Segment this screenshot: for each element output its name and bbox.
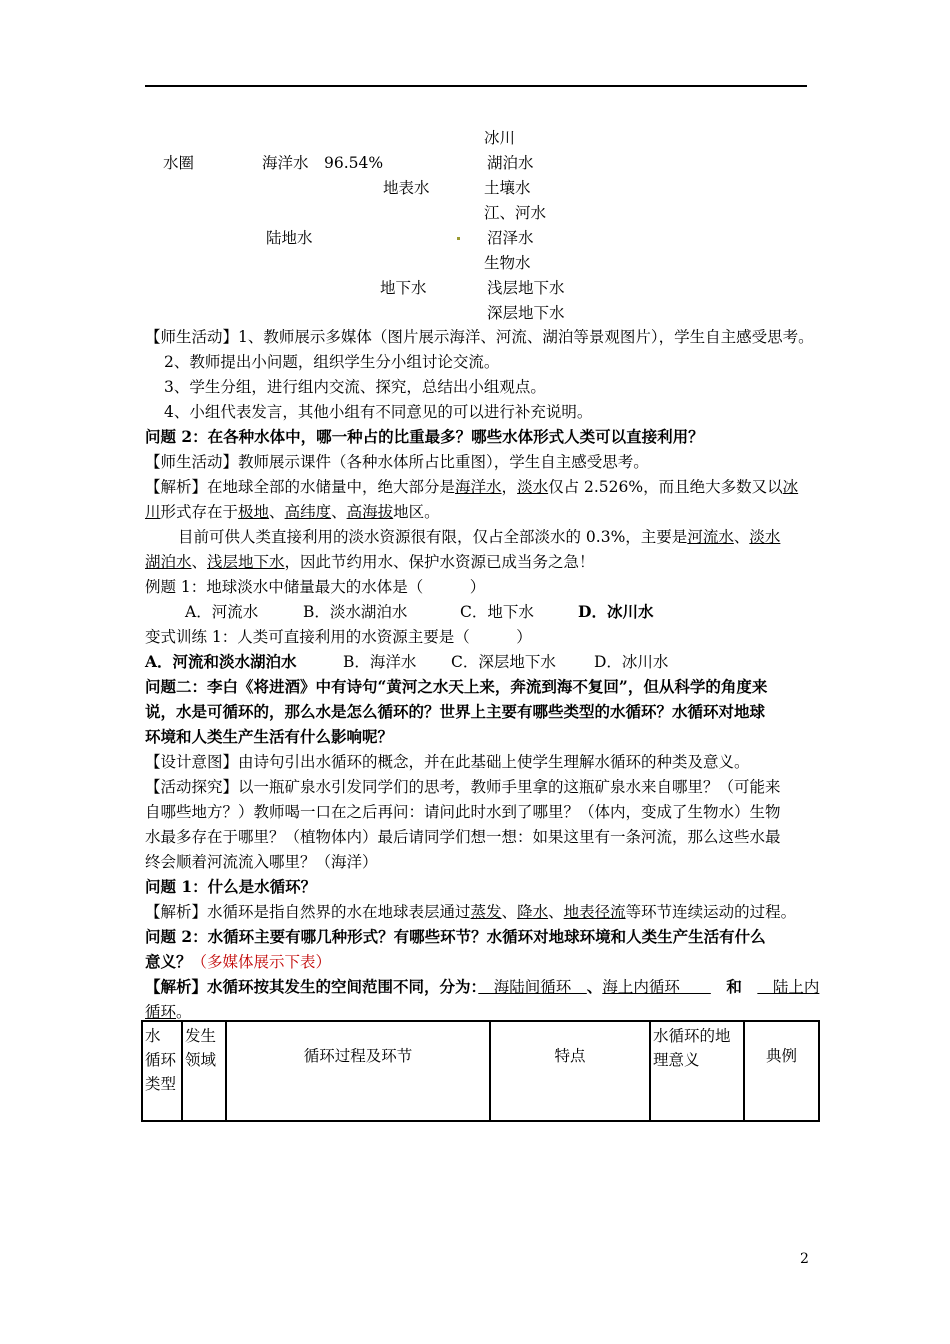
analysis1-line: 湖泊水、浅层地下水，因此节约用水、保护水资源已成当务之急！ xyxy=(145,553,595,571)
diagram-item: 湖泊水 xyxy=(487,154,534,172)
analysis1-line: 目前可供人类直接利用的淡水资源很有限，仅占全部淡水的 0.3%，主要是河流水、淡水 xyxy=(178,528,781,546)
table-header-row xyxy=(142,1021,819,1121)
example1-question: 例题 1：地球淡水中储量最大的水体是（ ） xyxy=(145,578,486,596)
option: C．地下水 xyxy=(460,603,534,621)
explore-line: 水最多存在于哪里？（植物体内）最后请同学们想一想：如果这里有一条河流，那么这些水最 xyxy=(145,828,781,846)
activity1-line: 3、学生分组，进行组内交流、探究，总结出小组观点。 xyxy=(164,378,546,396)
explore-line: 【活动探究】以一瓶矿泉水引发同学们的思考，教师手里拿的这瓶矿泉水来自哪里？（可能来 xyxy=(145,778,781,796)
problem2-line: 问题二：李白《将进酒》中有诗句“黄河之水天上来，奔流到海不复回”，但从科学的角度来 xyxy=(145,677,768,696)
table-header: 发生领域 xyxy=(182,1021,226,1121)
activity1-line: 4、小组代表发言，其他小组有不同意见的可以进行补充说明。 xyxy=(164,403,593,421)
analysis2-line: 【解析】水循环是指自然界的水在地球表层通过蒸发、降水、地表径流等环节连续运动的过程。 xyxy=(145,903,797,921)
diagram-item: 沼泽水 xyxy=(487,229,534,247)
option-answer: D．冰川水 xyxy=(578,602,654,621)
diagram-item: 冰川 xyxy=(484,129,516,147)
option: A．河流水 xyxy=(185,603,259,621)
diagram-item: 土壤水 xyxy=(484,179,531,197)
option: C．深层地下水 xyxy=(451,653,556,671)
diagram-underground: 地下水 xyxy=(380,279,427,297)
activity1-line: 【师生活动】1、教师展示多媒体（图片展示海洋、河流、湖泊等景观图片），学生自主感受思考。 xyxy=(145,328,814,346)
option: B．海洋水 xyxy=(343,653,417,671)
activity2: 【师生活动】教师展示课件（各种水体所占比重图），学生自主感受思考。 xyxy=(145,453,649,471)
explore-line: 终会顺着河流流入哪里？（海洋） xyxy=(145,853,378,871)
question-2: 问题 2：在各种水体中，哪一种占的比重最多？哪些水体形式人类可以直接利用？ xyxy=(145,427,704,446)
table-header: 循环过程及环节 xyxy=(226,1021,490,1121)
table-header: 水循环的地理意义 xyxy=(650,1021,744,1121)
water-cycle-table xyxy=(141,1020,820,1122)
table-header: 水 循环 类型 xyxy=(142,1021,182,1121)
option: B．淡水湖泊水 xyxy=(303,603,408,621)
option-answer: A．河流和淡水湖泊水 xyxy=(145,652,297,671)
activity1-line: 2、教师提出小问题，组织学生分小组讨论交流。 xyxy=(164,353,500,371)
page-number: 2 xyxy=(800,1251,809,1267)
diagram-item: 浅层地下水 xyxy=(487,279,565,297)
question-1b: 问题 1：什么是水循环？ xyxy=(145,877,317,896)
diagram-item: 江、河水 xyxy=(484,204,547,222)
analysis3-line: 【解析】水循环按其发生的空间范围不同，分为： 海陆间循环 、海上内循环 和 陆上内 xyxy=(145,977,820,996)
analysis1-line: 川形式存在于极地、高纬度、高海拔地区。 xyxy=(145,503,440,521)
diagram-surface: 地表水 xyxy=(383,179,430,197)
question-2b: 意义？（多媒体展示下表） xyxy=(145,952,332,971)
header-rule xyxy=(145,85,807,87)
diagram-item: 生物水 xyxy=(484,254,531,272)
stray-mark xyxy=(457,237,460,240)
table-header: 典例 xyxy=(744,1021,819,1121)
diagram-item: 深层地下水 xyxy=(487,304,565,322)
diagram-ocean: 海洋水 96.54% xyxy=(262,154,384,172)
problem2-line: 环境和人类生产生活有什么影响呢？ xyxy=(145,727,394,746)
variant1-question: 变式训练 1：人类可直接利用的水资源主要是（ ） xyxy=(145,628,532,646)
option: D．冰川水 xyxy=(594,653,669,671)
diagram-root: 水圈 xyxy=(163,154,195,172)
diagram-land: 陆地水 xyxy=(266,229,313,247)
design-intent: 【设计意图】由诗句引出水循环的概念，并在此基础上使学生理解水循环的种类及意义。 xyxy=(145,753,750,771)
table-header: 特点 xyxy=(490,1021,650,1121)
explore-line: 自哪些地方？）教师喝一口在之后再问：请问此时水到了哪里？（体内，变成了生物水）生物 xyxy=(145,803,781,821)
problem2-line: 说，水是可循环的，那么水是怎么循环的？世界上主要有哪些类型的水循环？水循环对地球 xyxy=(145,702,766,721)
analysis1-line: 【解析】在地球全部的水储量中，绝大部分是海洋水，淡水仅占 2.526%，而且绝大多数又以冰 xyxy=(145,478,799,496)
analysis3-line: 循环。 xyxy=(145,1003,192,1021)
question-2b: 问题 2：水循环主要有哪几种形式？有哪些环节？水循环对地球环境和人类生产生活有什么 xyxy=(145,927,766,946)
